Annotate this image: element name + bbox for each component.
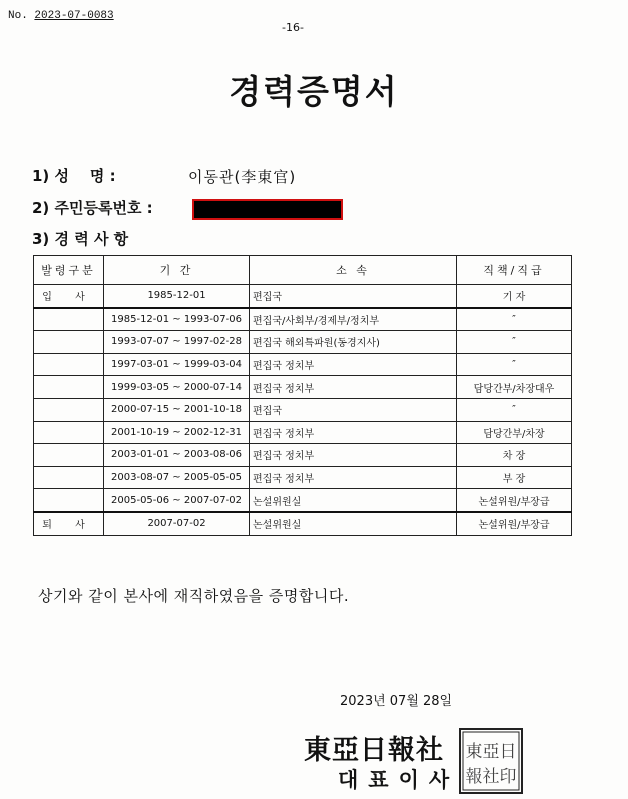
table-row [34, 331, 572, 354]
row-kind [34, 489, 104, 512]
row-period: 2007-07-02 [104, 512, 250, 535]
row-dept: 편집국 정치부 [250, 376, 457, 399]
row-dept: 논설위원실 [250, 512, 457, 535]
row-position: 기 자 [457, 285, 572, 308]
header-position: 직책/직급 [457, 256, 572, 285]
row-kind [34, 308, 104, 331]
row-period: 1985-12-01 [104, 285, 250, 308]
redaction-box [192, 199, 343, 220]
row-kind [34, 444, 104, 467]
certification-statement: 상기와 같이 본사에 재직하였음을 증명합니다. [38, 587, 350, 605]
row-position: 담당간부/차장 [457, 421, 572, 444]
company-name: 東亞日報社 [304, 735, 444, 766]
issue-date: 2023년 07월 28일 [340, 694, 453, 709]
row-dept: 논설위원실 [250, 489, 457, 512]
name-value: 이동관(李東官) [188, 168, 297, 186]
row-period: 2003-08-07 ~ 2005-05-05 [104, 466, 250, 489]
header-period: 기 간 [104, 256, 250, 285]
svg-text:報社印: 報社印 [465, 767, 517, 787]
row-kind: 퇴 사 [34, 512, 104, 535]
company-seal [458, 727, 524, 795]
row-position: ″ [457, 398, 572, 421]
row-period: 2003-01-01 ~ 2003-08-06 [104, 444, 250, 467]
row-position: 차 장 [457, 444, 572, 467]
row-period: 2000-07-15 ~ 2001-10-18 [104, 398, 250, 421]
table-row [34, 421, 572, 444]
document-number-value: 2023-07-0083 [34, 10, 114, 22]
header-kind: 발령구분 [34, 256, 104, 285]
document-number [8, 10, 114, 22]
row-dept: 편집국 [250, 398, 457, 421]
row-kind [34, 353, 104, 376]
row-position: ″ [457, 353, 572, 376]
row-position: 논설위원/부장급 [457, 512, 572, 535]
career-label: 3) 경 력 사 항 [32, 230, 129, 248]
row-kind [34, 466, 104, 489]
name-label: 1) 성 명 : [32, 167, 116, 185]
row-position: 논설위원/부장급 [457, 489, 572, 512]
row-period: 2001-10-19 ~ 2002-12-31 [104, 421, 250, 444]
page-title: 경력증명서 [229, 72, 399, 111]
row-period: 1993-07-07 ~ 1997-02-28 [104, 331, 250, 354]
row-period: 1999-03-05 ~ 2000-07-14 [104, 376, 250, 399]
career-table-body [34, 285, 572, 536]
row-period: 1985-12-01 ~ 1993-07-06 [104, 308, 250, 331]
table-row [34, 466, 572, 489]
table-row [34, 489, 572, 512]
table-row [34, 308, 572, 331]
document-number-label: No. [8, 10, 28, 22]
table-row [34, 376, 572, 399]
row-dept: 편집국 정치부 [250, 421, 457, 444]
table-row [34, 398, 572, 421]
representative-title: 대표이사 [338, 768, 460, 792]
row-period: 2005-05-06 ~ 2007-07-02 [104, 489, 250, 512]
row-kind [34, 331, 104, 354]
row-kind [34, 398, 104, 421]
row-dept: 편집국 정치부 [250, 466, 457, 489]
header-dept: 소 속 [250, 256, 457, 285]
row-kind [34, 376, 104, 399]
row-kind: 입 사 [34, 285, 104, 308]
row-kind [34, 421, 104, 444]
id-number-label: 2) 주민등록번호 : [32, 199, 153, 217]
career-table [33, 255, 572, 536]
table-row [34, 353, 572, 376]
table-header-row [34, 256, 572, 285]
row-dept: 편집국 [250, 285, 457, 308]
row-dept: 편집국 정치부 [250, 353, 457, 376]
table-row [34, 512, 572, 535]
page-number: -16- [282, 21, 304, 34]
row-period: 1997-03-01 ~ 1999-03-04 [104, 353, 250, 376]
table-row [34, 444, 572, 467]
row-position: ″ [457, 331, 572, 354]
svg-text:東亞日: 東亞日 [465, 742, 517, 762]
row-dept: 편집국 정치부 [250, 444, 457, 467]
row-dept: 편집국/사회부/경제부/정치부 [250, 308, 457, 331]
row-position: 부 장 [457, 466, 572, 489]
row-position: 담당간부/차장대우 [457, 376, 572, 399]
row-dept: 편집국 해외특파원(동경지사) [250, 331, 457, 354]
table-row [34, 285, 572, 308]
row-position: ″ [457, 308, 572, 331]
